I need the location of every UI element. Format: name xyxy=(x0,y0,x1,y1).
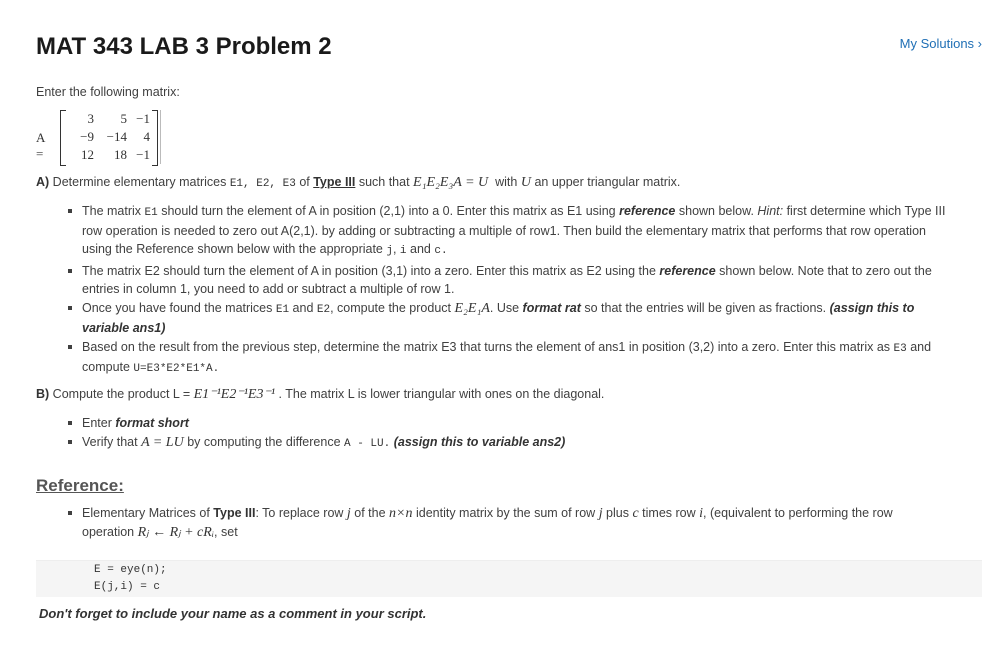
matrix-divider xyxy=(160,110,161,164)
page-title: MAT 343 LAB 3 Problem 2 xyxy=(36,33,332,60)
list-item: Once you have found the matrices E1 and E2, compute the product E₂E₁A. Use format rat so that the entries will be given as fractions. (assign this to variable ans1) xyxy=(82,299,1006,337)
matrix-lhs: A = xyxy=(36,130,45,161)
part-a-equation: E₁E₂E₃A = U xyxy=(413,175,489,190)
part-a-text: Determine elementary matrices xyxy=(49,175,230,189)
part-a-code: E1, E2, E3 xyxy=(229,178,296,190)
my-solutions-link[interactable]: My Solutions › xyxy=(899,36,982,51)
code-line: E = eye(n); xyxy=(94,564,167,576)
part-b-statement xyxy=(36,386,604,403)
part-b-text: . The matrix L is lower triangular with ones on the diagonal. xyxy=(278,387,605,401)
matrix-row xyxy=(66,128,152,146)
part-a-text: an upper triangular matrix. xyxy=(534,175,681,189)
part-a-text: such that xyxy=(355,175,414,189)
matrix-cell: −9 xyxy=(80,129,94,144)
list-item: Enter format short xyxy=(82,414,1006,432)
reference-list xyxy=(34,504,1006,542)
part-a-u: U xyxy=(520,175,531,190)
part-a-type: Type III xyxy=(313,175,356,189)
part-b-text: Compute the product L = xyxy=(49,387,194,401)
matrix-cell: 12 xyxy=(81,147,94,162)
list-item: The matrix E2 should turn the element of A in position (3,1) into a zero. Enter this matrix as E2 using the reference shown below. Note that to zero out the entries in column 1, you need to add or subtract a multiple of row 1. xyxy=(82,262,1006,298)
matrix-cell: 3 xyxy=(87,111,94,126)
part-a-label: A) xyxy=(36,175,50,189)
matrix-cell: −1 xyxy=(136,147,150,162)
matrix-cell: 18 xyxy=(114,147,127,162)
code-block xyxy=(36,560,982,597)
part-a-list xyxy=(34,202,1006,378)
part-b-equation: E1⁻¹E2⁻¹E3⁻¹ xyxy=(193,387,276,402)
matrix-cell: −1 xyxy=(136,111,150,126)
list-item: Verify that A = LU by computing the difference A - LU. (assign this to variable ans2) xyxy=(82,433,1006,453)
matrix-row xyxy=(66,146,152,164)
list-item: The matrix E1 should turn the element of A in position (2,1) into a 0. Enter this matrix as E1 using reference shown below. Hint: first determine which Type III row operation is needed to zero out A(2,1). by adding or subtracting a multiple of row1. Then build the elementary matrix that performs that row operation using the Reference shown below with the appropriate j, i and c. xyxy=(82,202,1006,260)
part-a-text: of xyxy=(295,175,314,189)
list-item: Based on the result from the previous step, determine the matrix E3 that turns the element of ans1 in position (3,2) into a zero. Enter this matrix as E3 and compute U=E3*E2*E1*A. xyxy=(82,338,1006,378)
part-a-text: with xyxy=(495,175,518,189)
code-line: E(j,i) = c xyxy=(94,581,161,593)
intro-text: Enter the following matrix: xyxy=(36,85,180,99)
matrix-grid xyxy=(66,110,152,164)
part-b-list xyxy=(34,414,1006,453)
matrix-cell: 5 xyxy=(120,111,127,126)
matrix-right-bracket xyxy=(152,110,158,166)
list-item: Elementary Matrices of Type III: To replace row j of the n×n identity matrix by the sum of row j plus c times row i, (equivalent to performing the row operation Rⱼ ← Rⱼ + cRᵢ, set xyxy=(82,504,1006,542)
part-a-statement xyxy=(36,175,680,191)
part-b-label: B) xyxy=(36,387,50,401)
matrix-cell: 4 xyxy=(143,129,150,144)
reference-heading: Reference: xyxy=(36,476,124,495)
footnote: Don't forget to include your name as a comment in your script. xyxy=(39,606,427,621)
matrix-cell: −14 xyxy=(106,129,127,144)
matrix-row xyxy=(66,110,152,128)
